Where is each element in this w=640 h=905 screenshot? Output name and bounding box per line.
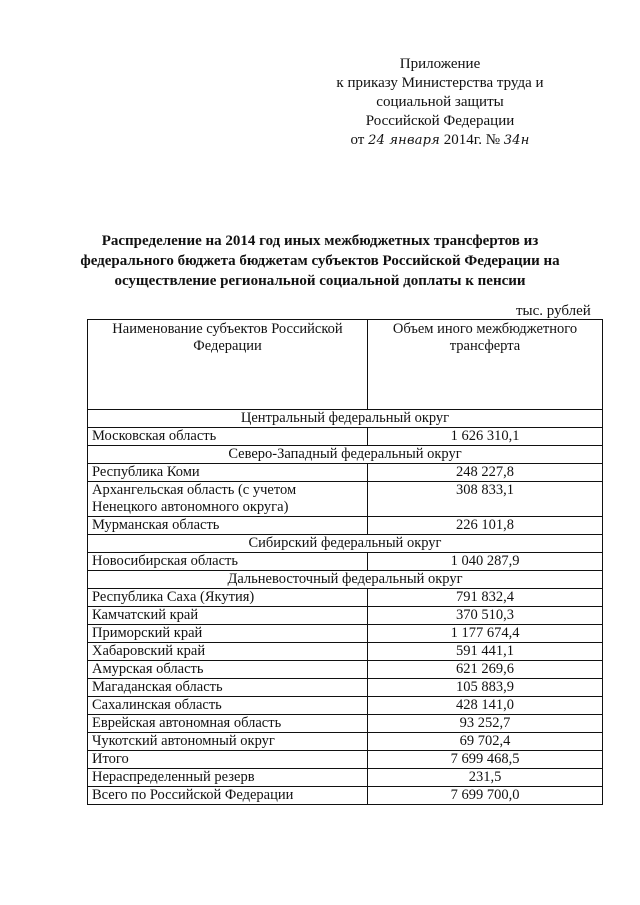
transfer-amount: 308 833,1 (368, 482, 603, 517)
district-name: Дальневосточный федеральный округ (88, 571, 603, 589)
order-no-label: № (485, 132, 501, 148)
title-line-1: Распределение на 2014 год иных межбюджетных трансфертов из (101, 233, 539, 249)
appendix-order-ref: к приказу Министерства труда и (336, 75, 544, 91)
subject-name: Всего по Российской Федерации (88, 787, 368, 805)
subject-name: Республика Саха (Якутия) (88, 589, 368, 607)
transfer-amount: 428 141,0 (368, 697, 603, 715)
order-prefix: от (350, 132, 365, 148)
table-row (88, 517, 603, 535)
transfer-amount: 226 101,8 (368, 517, 603, 535)
transfer-amount: 1 626 310,1 (368, 428, 603, 446)
table-row (88, 553, 603, 571)
subject-name: Сахалинская область (88, 697, 368, 715)
table-row (88, 643, 603, 661)
transfer-amount: 231,5 (368, 769, 603, 787)
subject-name: Московская область (88, 428, 368, 446)
district-row (88, 446, 603, 464)
table-row (88, 464, 603, 482)
table-row (88, 751, 603, 769)
title-line-2: федерального бюджета бюджетам субъектов Российской Федерации на (80, 253, 560, 269)
transfer-amount: 791 832,4 (368, 589, 603, 607)
subject-name: Нераспределенный резерв (88, 769, 368, 787)
order-date-handwritten: 24 января (368, 133, 440, 148)
transfer-amount: 7 699 700,0 (368, 787, 603, 805)
transfer-amount: 69 702,4 (368, 733, 603, 751)
transfers-table (87, 319, 603, 805)
district-name: Северо-Западный федеральный округ (88, 446, 603, 464)
transfer-amount: 591 441,1 (368, 643, 603, 661)
header-subject: Наименование субъектов Российской Федерации (88, 320, 368, 410)
subject-name: Еврейская автономная область (88, 715, 368, 733)
district-row (88, 410, 603, 428)
table-row (88, 769, 603, 787)
subject-name: Республика Коми (88, 464, 368, 482)
table-row (88, 625, 603, 643)
order-line (330, 131, 550, 150)
transfer-amount: 1 177 674,4 (368, 625, 603, 643)
transfer-amount: 105 883,9 (368, 679, 603, 697)
district-row (88, 535, 603, 553)
district-name: Центральный федеральный округ (88, 410, 603, 428)
transfer-amount: 7 699 468,5 (368, 751, 603, 769)
table-row (88, 607, 603, 625)
appendix-country: Российской Федерации (365, 113, 515, 129)
subject-name: Итого (88, 751, 368, 769)
subject-name: Приморский край (88, 625, 368, 643)
header-amount: Объем иного межбюджетного трансферта (368, 320, 603, 410)
table-row (88, 679, 603, 697)
table-row (88, 787, 603, 805)
subject-name: Хабаровский край (88, 643, 368, 661)
district-row (88, 571, 603, 589)
order-year: 2014г. (443, 132, 482, 148)
subject-name: Архангельская область (с учетом Ненецкого автономного округа) (88, 482, 368, 517)
table-row (88, 733, 603, 751)
subject-name: Магаданская область (88, 679, 368, 697)
transfer-amount: 370 510,3 (368, 607, 603, 625)
table-header-row (88, 320, 603, 410)
table-body (88, 410, 603, 805)
appendix-block (330, 55, 550, 150)
document-title (70, 231, 570, 291)
district-name: Сибирский федеральный округ (88, 535, 603, 553)
subject-name: Чукотский автономный округ (88, 733, 368, 751)
title-line-3: осуществление региональной социальной доплаты к пенсии (114, 273, 526, 289)
subject-name: Амурская область (88, 661, 368, 679)
units-label: тыс. рублей (516, 303, 591, 319)
appendix-ministry: социальной защиты (376, 94, 504, 110)
subject-name: Новосибирская область (88, 553, 368, 571)
table-row (88, 589, 603, 607)
table-row (88, 428, 603, 446)
table-row (88, 715, 603, 733)
transfer-amount: 621 269,6 (368, 661, 603, 679)
table-row (88, 482, 603, 517)
subject-name: Камчатский край (88, 607, 368, 625)
table-row (88, 697, 603, 715)
order-number-handwritten: 34н (503, 133, 530, 148)
appendix-title: Приложение (399, 56, 481, 72)
table-row (88, 661, 603, 679)
transfer-amount: 93 252,7 (368, 715, 603, 733)
transfer-amount: 248 227,8 (368, 464, 603, 482)
transfer-amount: 1 040 287,9 (368, 553, 603, 571)
subject-name: Мурманская область (88, 517, 368, 535)
